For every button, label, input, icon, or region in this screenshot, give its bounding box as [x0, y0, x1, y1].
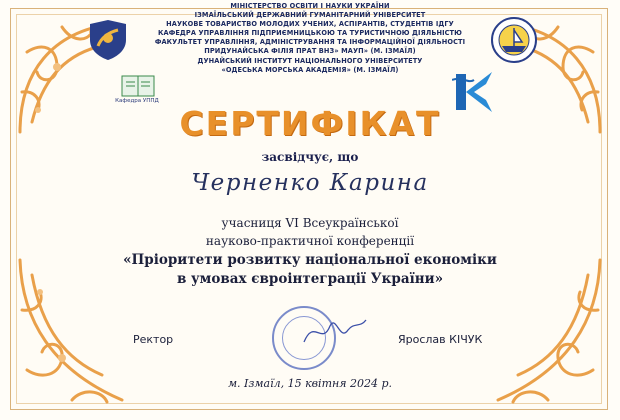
- certificate-title: СЕРТИФІКАТ: [179, 104, 441, 143]
- department-logo-label: Кафедра УППД: [115, 98, 159, 104]
- conference-type-line: науково-практичної конференції: [205, 234, 415, 248]
- header-line: КАФЕДРА УПРАВЛІННЯ ПІДПРИЄМНИЦЬКОЮ ТА ТУРИСТИЧНОЮ ДІЯЛЬНІСТЮ: [158, 29, 462, 38]
- header-line: МІНІСТЕРСТВО ОСВІТИ І НАУКИ УКРАЇНИ: [230, 2, 390, 10]
- header-institutions: [150, 2, 470, 75]
- certifies-that-label: засвідчує, що: [261, 150, 359, 164]
- participant-line: учасниця VI Всеукраїнської: [221, 216, 399, 230]
- university-logo: [84, 18, 132, 62]
- signature-scribble: [300, 312, 370, 352]
- header-line: «ОДЕСЬКА МОРСЬКА АКАДЕМІЯ» (М. ІЗМАЇЛ): [221, 65, 399, 74]
- place-and-date: м. Ізмаїл, 15 квітня 2024 р.: [227, 377, 393, 390]
- conference-title-line-1: «Пріоритети розвитку національної економіки: [123, 252, 497, 268]
- recipient-name: Черненко Карина: [191, 170, 429, 196]
- header-line: НАУКОВЕ ТОВАРИСТВО МОЛОДИХ УЧЕНИХ, АСПІРАНТІВ, СТУДЕНТІВ ІДГУ: [166, 20, 454, 29]
- signatory-role: Ректор: [133, 333, 174, 346]
- signatory-name: Ярослав КІЧУК: [398, 333, 483, 346]
- header-line: ДУНАЙСЬКИЙ ІНСТИТУТ НАЦІОНАЛЬНОГО УНІВЕРСИТЕТУ: [197, 56, 423, 65]
- header-line: ІЗМАЇЛЬСЬКИЙ ДЕРЖАВНИЙ ГУМАНІТАРНИЙ УНІВЕРСИТЕТ: [194, 11, 426, 20]
- department-logo: [120, 72, 156, 98]
- conference-title-line-2: в умовах євроінтеграції України»: [176, 271, 444, 287]
- maritime-academy-logo: [490, 16, 538, 64]
- header-line: ФАКУЛЬТЕТ УПРАВЛІННЯ, АДМІНІСТРУВАННЯ ТА ІНФОРМАЦІЙНОЇ ДІЯЛЬНОСТІ: [154, 38, 466, 47]
- header-line: ПРИДУНАЙСЬКА ФІЛІЯ ПРАТ ВНЗ» МАУП» (М. ІЗМАЇЛ): [204, 47, 416, 56]
